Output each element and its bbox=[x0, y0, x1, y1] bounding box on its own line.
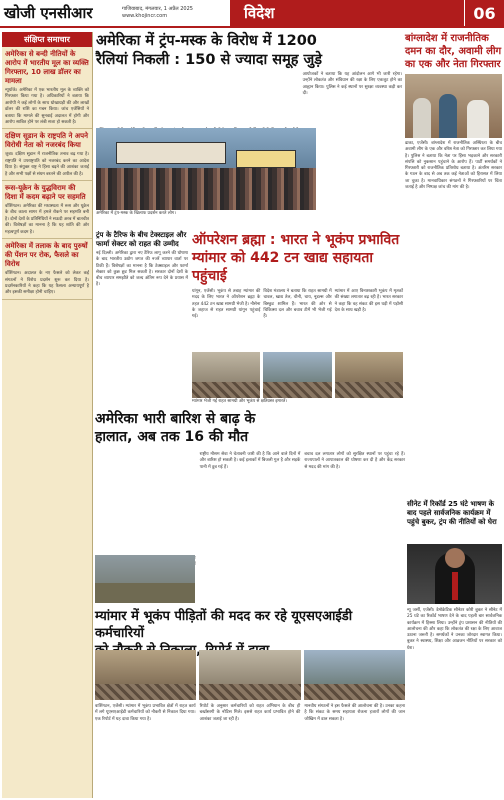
relief-photo bbox=[335, 352, 403, 398]
brief-news-body: न्यूयॉर्क। अमेरिका में एक भारतीय मूल के व्यक्ति को गिरफ्तार किया गया है। अधिकारियों ने बताया कि आरोपी ने कई लोगों के साथ धोखाधड़ी की और लाखों डॉलर की राशि का गबन किया। जांच एजेंसियों ने बताया कि मामले की सुनवाई अदालत में होगी और आरोप साबित होने पर लंबी सजा हो सकती है। bbox=[5, 88, 89, 126]
rubble bbox=[199, 684, 300, 700]
brief-news-title: अमेरिका से बन्दी नीतियों के आरोप में भारतीय मूल का व्यक्ति गिरफ्तार, 10 लाख डॉलर का मामला bbox=[5, 50, 89, 85]
story-title: बांग्लादेश में राजनीतिक दमन का दौर, अवामी लीग का एक और नेता गिरफ्तार bbox=[405, 33, 502, 70]
person-figure bbox=[467, 100, 489, 138]
flood-article bbox=[95, 452, 405, 552]
headline-line: रैलियां निकली : 150 से ज्यादा समूह जुड़े bbox=[96, 52, 323, 68]
edition-url: www.khojincr.com bbox=[122, 13, 168, 19]
myanmar-aid-story bbox=[192, 231, 403, 361]
senator-photo bbox=[407, 544, 502, 604]
rubble bbox=[263, 382, 331, 398]
rubble bbox=[95, 684, 196, 700]
article-body bbox=[192, 289, 403, 361]
brief-news-title: रूस-यूक्रेन के युद्धविराम की दिशा में कदम बढ़ाने पर सहमति bbox=[5, 184, 86, 202]
headline-line: हालात, अब तक 16 की मौत bbox=[95, 429, 249, 445]
bangladesh-story bbox=[405, 32, 502, 361]
usaid-photos bbox=[95, 650, 405, 700]
protest-sign bbox=[236, 150, 296, 168]
rubble bbox=[304, 684, 405, 700]
crowd bbox=[96, 168, 316, 210]
trade-story bbox=[96, 231, 188, 361]
flood-water bbox=[95, 583, 195, 603]
brief-news-body: वॉशिंगटन। अमेरिका की मध्यस्थता में रूस और यूक्रेन के बीच काला सागर में हमले रोकने पर सहमति बनी है। दोनों देशों के प्रतिनिधियों ने सऊदी अरब में बातचीत की। विशेषज्ञों का मानना है कि यह शांति की ओर महत्वपूर्ण कदम है। bbox=[5, 204, 90, 235]
brand-name: खोजी एनसीआर bbox=[4, 4, 93, 22]
brief-news-title: अमेरिका में तलाक के बाद पुरुषों की पेंशन पर रोक, फैसले का विरोध bbox=[5, 242, 88, 269]
brand bbox=[0, 0, 118, 26]
story-title: सीनेट में रिकॉर्ड 25 घंटे भाषण के बाद पहले सार्वजनिक कार्यक्रम में पहुंचे बुकर, ट्रंप की नीतियों को घेरा bbox=[407, 500, 497, 526]
article-column: म्यांमार में आए विनाशकारी भूकंप में मृतकों की संख्या लगातार बढ़ रही है। भारत सरकार ने कहा कि वह संकट की इस घड़ी में पड़ोसी देश के साथ खड़ी है। bbox=[334, 289, 403, 313]
rubble bbox=[335, 382, 403, 398]
page-number: 06 bbox=[464, 0, 504, 26]
headline-line: म्यांमार को 442 टन खाद्य सहायता पहुंचाई bbox=[192, 250, 373, 284]
article-column: मानवीय संगठनों ने इस फैसले की आलोचना की है। उनका कहना है कि संकट के समय सहायता रोकना हजारों लोगों की जान जोखिम में डाल सकता है। bbox=[304, 704, 406, 722]
rubble bbox=[192, 382, 260, 398]
brief-news-item bbox=[2, 181, 92, 239]
article-column bbox=[95, 452, 196, 556]
headline-line: अमेरिका भारी बारिश से बाढ़ के bbox=[95, 411, 256, 427]
flood-headline bbox=[95, 410, 405, 446]
brief-news-item bbox=[2, 239, 92, 300]
brief-news-heading: संक्षिप्त समाचार bbox=[2, 32, 92, 47]
relief-photo bbox=[263, 352, 331, 398]
trump-musk-headline bbox=[96, 32, 402, 70]
edition-date: गाजियाबाद, मंगलवार, 1 अप्रैल 2025 bbox=[122, 6, 193, 12]
article-column: यांगून, एजेंसी। भूकंप से तबाह म्यांमार की मदद के लिए भारत ने ऑपरेशन ब्रह्मा के तहत 442 टन खाद्य सामग्री भेजी है। नौसेना के जहाज से राहत सामग्री यांगून पहुंचाई गई। bbox=[192, 289, 261, 320]
section-title: विदेश bbox=[230, 0, 464, 26]
usaid-article bbox=[95, 704, 405, 798]
masthead bbox=[0, 0, 504, 28]
brief-news-column bbox=[2, 32, 93, 798]
person-face bbox=[445, 548, 465, 568]
quake-photo bbox=[304, 650, 405, 700]
protest-photo bbox=[96, 128, 316, 210]
photo-caption: अमेरिका में ट्रंप-मस्क के खिलाफ प्रदर्शन करते लोग। bbox=[96, 211, 176, 216]
headline-line: ऑपरेशन ब्रह्मा : भारत ने भूकंप प्रभावित bbox=[192, 232, 400, 248]
story-body: नई दिल्ली। अमेरिका द्वारा नए टैरिफ लागू करने की घोषणा के बाद भारतीय उद्योग जगत की नजरें व्यापार वार्ता पर टिकी हैं। विशेषज्ञों का मानना है कि टेक्स्टाइल और फार्मा सेक्टर को कुछ छूट मिल सकती है। सरकार दोनों देशों के बीच व्यापार समझौते को जल्द अंतिम रूप देने के प्रयास में है। bbox=[96, 251, 188, 288]
photo-caption: म्यांमार भेजी गई राहत सामग्री और भूकंप से क्षतिग्रस्त इमारतें। bbox=[192, 399, 287, 404]
headline-line: म्यांमार में भूकंप पीड़ितों की मदद कर रहे यूएसएआईडी कर्मचारियों bbox=[95, 609, 353, 641]
flood-photo bbox=[95, 555, 195, 603]
story-title: ट्रंप के टैरिफ के बीच टेक्स्टाइल और फार्मा सेक्टर को राहत की उम्मीद bbox=[96, 231, 187, 248]
quake-photo bbox=[95, 650, 196, 700]
person-tie bbox=[452, 572, 458, 600]
quake-photo bbox=[199, 650, 300, 700]
article-column: राष्ट्रीय मौसम सेवा ने चेतावनी जारी की है कि आने वाले दिनों में और बारिश हो सकती है। कई इलाकों में बिजली गुल है और सड़कें पानी में डूब गई हैं। bbox=[199, 452, 301, 470]
article-column: बचाव दल लगातार लोगों को सुरक्षित स्थानों पर पहुंचा रहे हैं। राज्यपालों ने आपातकाल की घोषणा कर दी है और केंद्र सरकार से मदद की मांग की है। bbox=[304, 452, 406, 470]
relief-photo bbox=[192, 352, 260, 398]
edition-info bbox=[118, 0, 230, 26]
brief-news-body: वॉशिंगटन। अदालत के नए फैसले को लेकर कई संगठनों ने विरोध प्रदर्शन शुरू कर दिया है। प्रदर्शनकारियों ने कहा कि यह फैसला अन्यायपूर्ण है और इसकी समीक्षा होनी चाहिए। bbox=[5, 271, 89, 296]
headline-line: अमेरिका में ट्रंप-मस्क के विरोध में 1200 bbox=[96, 33, 317, 49]
senate-story bbox=[407, 500, 502, 527]
article-column: विदेश मंत्रालय ने बताया कि राहत सामग्री में चावल, खाद्य तेल, चीनी, चाय, नूडल्स और बिस्कुट शामिल हैं। भारत की ओर से चिकित्सा दल और बचाव टीमें भी भेजी गई हैं। bbox=[263, 289, 332, 320]
brief-news-title: दक्षिण सूडान के राष्ट्रपति ने अपने विरोधी नेता को नजरबंद किया bbox=[5, 132, 88, 150]
article-column: वाशिंगटन, एजेंसी। म्यांमार में भूकंप प्रभावित क्षेत्रों में राहत कार्य में लगे यूएसएआईडी कर्मचारियों को नौकरी से निकाल दिया गया। एक रिपोर्ट में यह दावा किया गया है। bbox=[95, 704, 196, 722]
person-figure bbox=[439, 94, 457, 138]
brief-news-item bbox=[2, 129, 92, 181]
brief-news-body: जुबा। दक्षिण सूडान में राजनीतिक तनाव बढ़ गया है। राष्ट्रपति ने उपराष्ट्रपति को नजरबंद करने का आदेश दिया है। संयुक्त राष्ट्र ने हिंसा बढ़ने की आशंका जताई है और सभी पक्षों से संयम बरतने की अपील की है। bbox=[5, 152, 89, 177]
protest-banner bbox=[116, 142, 226, 164]
person-figure bbox=[413, 98, 431, 138]
myanmar-photos bbox=[192, 352, 403, 398]
article-column: रिपोर्ट के अनुसार कर्मचारियों को राहत अभियान के बीच ही बर्खास्तगी के नोटिस मिले। इससे राहत कार्य प्रभावित होने की आशंका जताई जा रही है। bbox=[199, 704, 301, 722]
bangladesh-photo bbox=[405, 74, 502, 138]
story-body: न्यू जर्सी, एजेंसी। डेमोक्रेटिक सीनेटर कोरी बुकर ने सीनेट में 25 घंटे का रिकॉर्ड भाषण देने के बाद पहली बार सार्वजनिक कार्यक्रम में हिस्सा लिया। उन्होंने ट्रंप प्रशासन की नीतियों की आलोचना की और कहा कि लोकतंत्र की रक्षा के लिए आवाज उठाना जरूरी है। समर्थकों ने उनका जोरदार स्वागत किया। बुकर ने स्वास्थ्य, शिक्षा और आव्रजन नीतियों पर सरकार को घेरा। bbox=[407, 608, 502, 651]
brief-news-item bbox=[2, 47, 92, 129]
story-body: ढाका, एजेंसी। बांग्लादेश में राजनीतिक अस्थिरता के बीच अवामी लीग के एक और वरिष्ठ नेता को गिरफ्तार कर लिया गया है। पुलिस ने बताया कि नेता पर हिंसा भड़काने और सरकारी संपत्ति को नुकसान पहुंचाने के आरोप हैं। पार्टी समर्थकों ने गिरफ्तारी को राजनीतिक प्रतिशोध बताया है। अंतरिम सरकार के गठन के बाद से अब तक कई नेताओं को हिरासत में लिया जा चुका है। मानवाधिकार संगठनों ने गिरफ्तारियों पर चिंता जताई है और निष्पक्ष जांच की मांग की है। bbox=[405, 141, 502, 191]
article-column: आयोजकों ने बताया कि यह आंदोलन आगे भी जारी रहेगा। उन्होंने लोकतंत्र और संविधान की रक्षा के लिए एकजुट होने का आह्वान किया। पुलिस ने कई स्थानों पर सुरक्षा व्यवस्था कड़ी कर दी। bbox=[302, 72, 402, 96]
